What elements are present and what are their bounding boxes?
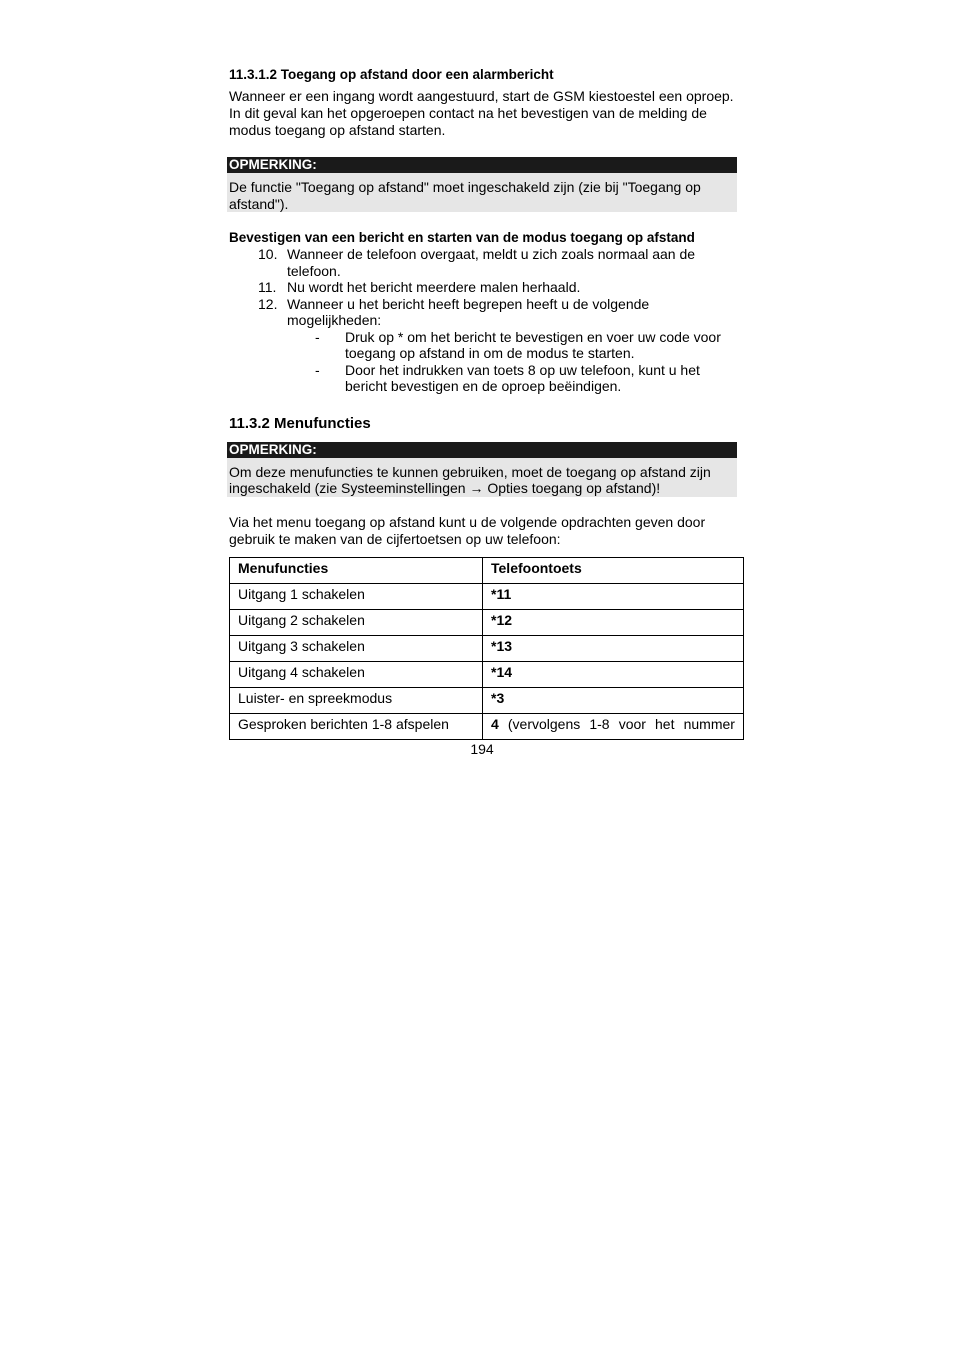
- list-item: [229, 296, 737, 329]
- step-number: 12.: [258, 295, 278, 312]
- table-row: [230, 584, 744, 610]
- step-text: Wanneer u het bericht heeft begrepen heeft u de volgende mogelijkheden:: [287, 295, 650, 328]
- menu-paragraph: Via het menu toegang op afstand kunt u de volgende opdrachten geven door gebruik te maken van de cijfertoetsen op uw telefoon:: [229, 513, 706, 547]
- section-heading: 11.3.1.2 Toegang op afstand door een alarmbericht: [229, 67, 554, 82]
- key-note-word: (vervolgens: [507, 716, 581, 732]
- confirm-heading: Bevestigen van een bericht en starten van de modus toegang op afstand: [229, 230, 695, 245]
- option-text: Druk op * om het bericht te bevestigen en voer uw code voor toegang op afstand in om de modus te starten.: [345, 328, 721, 361]
- table-cell: *3: [483, 688, 744, 714]
- note-text: Om deze menufuncties te kunnen gebruiken, moet de toegang op afstand zijn ingeschakeld (zie Systeeminstellingen → Opties toegang op afstand)!: [227, 458, 737, 497]
- menu-heading: 11.3.2 Menufuncties: [229, 414, 371, 432]
- list-item: [229, 362, 737, 395]
- list-item: [229, 279, 737, 296]
- key-note-word: het: [655, 716, 675, 732]
- table-cell: Luister- en spreekmodus: [230, 688, 483, 714]
- key-value: 4: [491, 716, 499, 732]
- step-number: 10.: [258, 246, 278, 262]
- option-text: Door het indrukken van toets 8 op uw telefoon, kunt u het bericht bevestigen en de oproep beëindigen.: [345, 361, 700, 394]
- table-row: [230, 636, 744, 662]
- key-note-word: nummer: [683, 716, 735, 732]
- table-cell: *14: [483, 662, 744, 688]
- key-note: [491, 715, 735, 733]
- key-note-word: 1-8: [589, 716, 610, 732]
- step-text: Nu wordt het bericht meerdere malen herhaald.: [287, 279, 581, 295]
- table-header-row: [230, 558, 744, 584]
- table-cell: *13: [483, 636, 744, 662]
- note-label: OPMERKING:: [227, 157, 737, 173]
- intro-paragraph: Wanneer er een ingang wordt aangestuurd, start de GSM kiestoestel een oproep. In dit geval kan het opgeroepen contact na het bevestigen van de melding de modus toegang op afstand starten.: [229, 88, 734, 138]
- table-header-cell: Telefoontoets: [483, 558, 744, 584]
- table-cell: Uitgang 4 schakelen: [230, 662, 483, 688]
- table-header-cell: Menufuncties: [230, 558, 483, 584]
- table-row: [230, 662, 744, 688]
- table-cell: Uitgang 3 schakelen: [230, 636, 483, 662]
- list-item: [229, 246, 737, 279]
- table-row: [230, 610, 744, 636]
- table-row: [230, 714, 744, 740]
- table-cell: *12: [483, 610, 744, 636]
- key-note-word: voor: [618, 716, 646, 732]
- list-item: [229, 329, 737, 362]
- table-cell: Gesproken berichten 1-8 afspelen: [230, 714, 483, 740]
- table-cell: [483, 714, 744, 740]
- table-row: [230, 688, 744, 714]
- table-cell: Uitgang 1 schakelen: [230, 584, 483, 610]
- steps-list: [229, 246, 737, 395]
- option-dash: -: [315, 361, 320, 378]
- note-text: De functie "Toegang op afstand" moet ingeschakeld zijn (zie bij "Toegang op afstand").: [227, 173, 737, 212]
- page-content: [229, 66, 737, 548]
- table-cell: Uitgang 2 schakelen: [230, 610, 483, 636]
- option-dash: -: [315, 328, 320, 345]
- step-text: Wanneer de telefoon overgaat, meldt u zich zoals normaal aan de telefoon.: [287, 246, 696, 279]
- table-cell: *11: [483, 584, 744, 610]
- page-number: 194: [470, 741, 494, 757]
- note-label: OPMERKING:: [227, 442, 737, 458]
- menu-functions-table: [229, 557, 744, 740]
- step-number: 11.: [258, 279, 277, 295]
